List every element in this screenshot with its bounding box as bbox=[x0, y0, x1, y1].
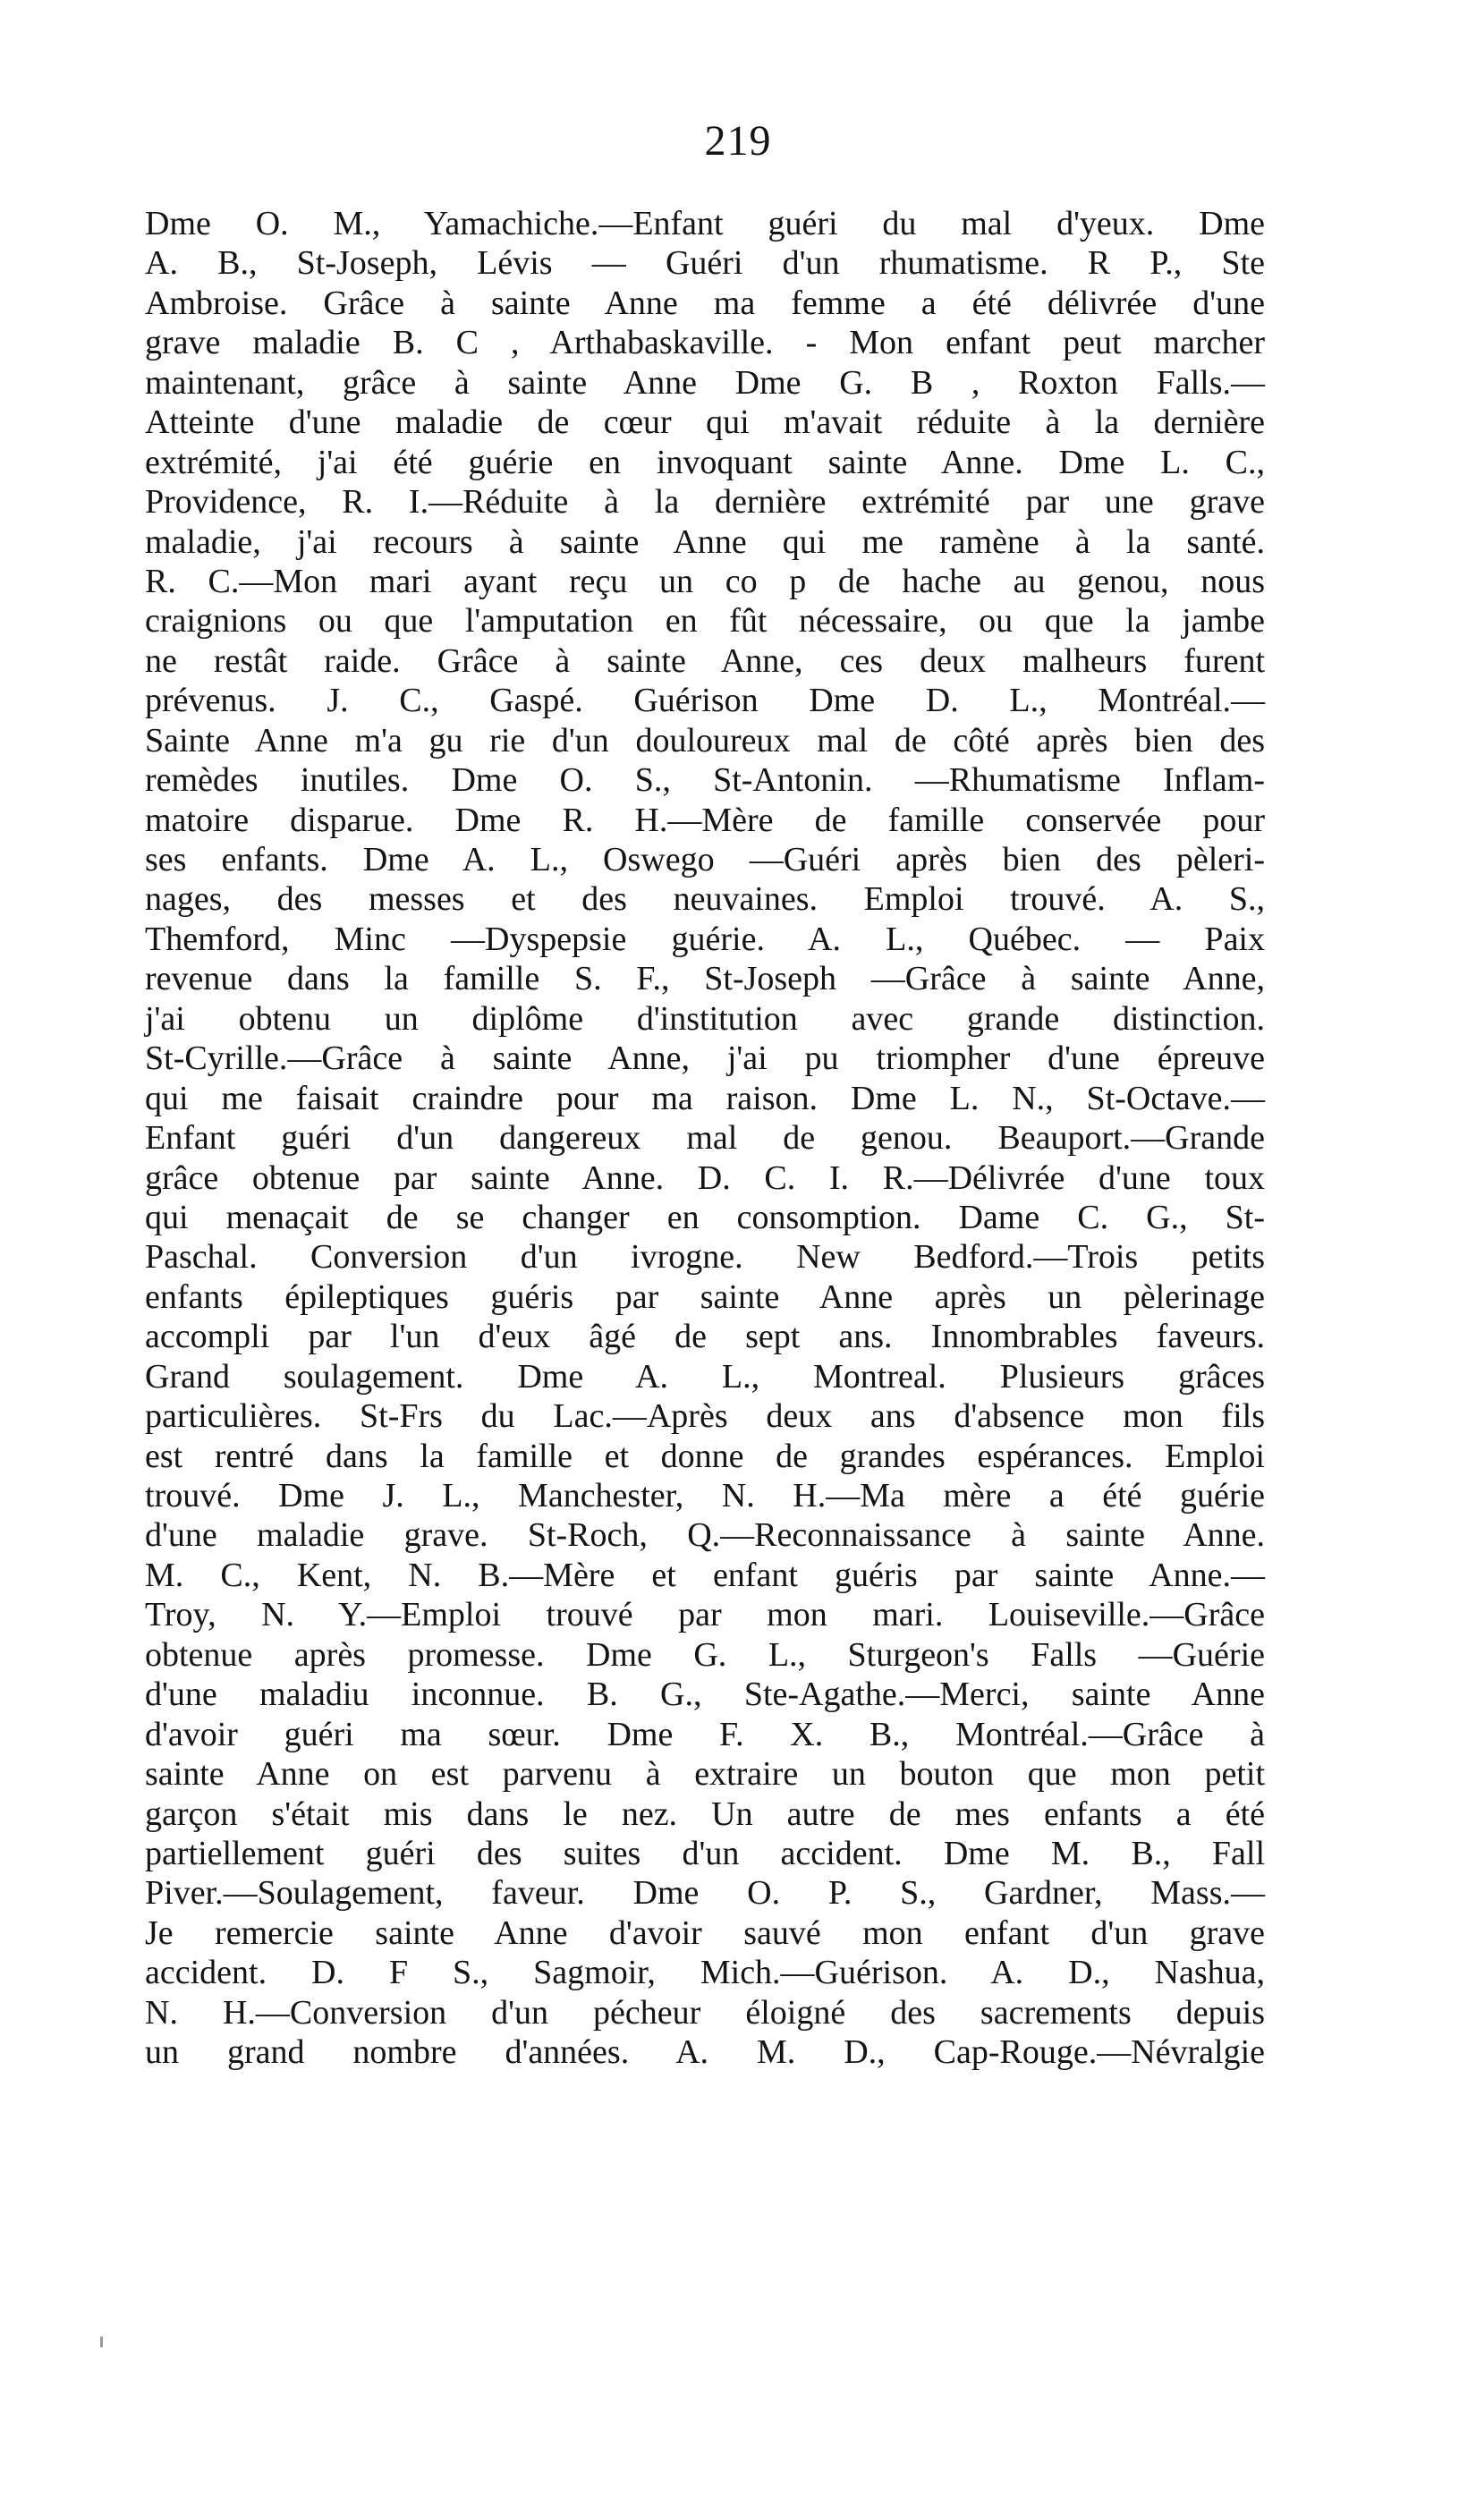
text-line: Piver.—Soulagement, faveur. Dme O. P. S., Gardner, Mass.— bbox=[145, 1874, 1265, 1913]
text-line: St-Cyrille.—Grâce à sainte Anne, j'ai pu triompher d'une épreuve bbox=[145, 1039, 1265, 1078]
text-line: maladie, j'ai recours à sainte Anne qui me ramène à la santé. bbox=[145, 522, 1265, 561]
text-line: obtenue après promesse. Dme G. L., Sturgeon's Falls —Guérie bbox=[145, 1635, 1265, 1674]
text-line: Sainte Anne m'a gu rie d'un douloureux mal de côté après bien des bbox=[145, 721, 1265, 759]
text-line: qui me faisait craindre pour ma raison. Dme L. N., St-Octave.— bbox=[145, 1079, 1265, 1117]
text-line: M. C., Kent, N. B.—Mère et enfant guéris par sainte Anne.— bbox=[145, 1556, 1265, 1594]
text-line: N. H.—Conversion d'un pécheur éloigné des sacrements depuis bbox=[145, 1993, 1265, 2032]
text-line: accompli par l'un d'eux âgé de sept ans. Innombrables faveurs. bbox=[145, 1318, 1265, 1356]
text-line: Paschal. Conversion d'un ivrogne. New Bedford.—Trois petits bbox=[145, 1238, 1265, 1277]
text-line: qui menaçait de se changer en consomption. Dame C. G., St- bbox=[145, 1198, 1265, 1236]
text-line: particulières. St-Frs du Lac.—Après deux ans d'absence mon fils bbox=[145, 1397, 1265, 1436]
text-line: Enfant guéri d'un dangereux mal de genou. Beauport.—Grande bbox=[145, 1119, 1265, 1158]
text-line: ne restât raide. Grâce à sainte Anne, ces deux malheurs furent bbox=[145, 641, 1265, 680]
text-line: grave maladie B. C , Arthabaskaville. - Mon enfant peut marcher bbox=[145, 324, 1265, 362]
body-text bbox=[145, 204, 1265, 2073]
text-line: A. B., St-Joseph, Lévis — Guéri d'un rhumatisme. R P., Ste bbox=[145, 244, 1265, 283]
text-line: revenue dans la famille S. F., St-Joseph —Grâce à sainte Anne, bbox=[145, 960, 1265, 998]
text-line: maintenant, grâce à sainte Anne Dme G. B , Roxton Falls.— bbox=[145, 363, 1265, 402]
text-line: d'une maladiu inconnue. B. G., Ste-Agathe.—Merci, sainte Anne bbox=[145, 1676, 1265, 1714]
text-line: extrémité, j'ai été guérie en invoquant sainte Anne. Dme L. C., bbox=[145, 443, 1265, 481]
text-line: Dme O. M., Yamachiche.—Enfant guéri du mal d'yeux. Dme bbox=[145, 205, 1265, 242]
text-line: accident. D. F S., Sagmoir, Mich.—Guérison. A. D., Nashua, bbox=[145, 1954, 1265, 1992]
text-line: d'avoir guéri ma sœur. Dme F. X. B., Montréal.—Grâce à bbox=[145, 1715, 1265, 1753]
text-line: craignions ou que l'amputation en fût nécessaire, ou que la jambe bbox=[145, 602, 1265, 641]
text-line: nages, des messes et des neuvaines. Emploi trouvé. A. S., bbox=[145, 880, 1265, 919]
text-line: partiellement guéri des suites d'un accident. Dme M. B., Fall bbox=[145, 1834, 1265, 1872]
text-line: ses enfants. Dme A. L., Oswego —Guéri après bien des pèleri- bbox=[145, 841, 1265, 878]
text-line: garçon s'était mis dans le nez. Un autre de mes enfants a été bbox=[145, 1795, 1265, 1833]
text-line: matoire disparue. Dme R. H.—Mère de famille conservée pour bbox=[145, 801, 1265, 839]
text-line: grâce obtenue par sainte Anne. D. C. I. R.—Délivrée d'une toux bbox=[145, 1158, 1265, 1197]
page-number: 219 bbox=[704, 117, 772, 165]
text-line: Grand soulagement. Dme A. L., Montreal. Plusieurs grâces bbox=[145, 1357, 1265, 1396]
text-line: trouvé. Dme J. L., Manchester, N. H.—Ma mère a été guérie bbox=[145, 1477, 1265, 1515]
text-line: enfants épileptiques guéris par sainte Anne après un pèlerinage bbox=[145, 1277, 1265, 1316]
text-line: un grand nombre d'années. A. M. D., Cap-Rouge.—Névralgie bbox=[145, 2033, 1265, 2072]
text-line: d'une maladie grave. St-Roch, Q.—Reconnaissance à sainte Anne. bbox=[145, 1516, 1265, 1555]
text-line: Providence, R. I.—Réduite à la dernière extrémité par une grave bbox=[145, 483, 1265, 522]
text-line: R. C.—Mon mari ayant reçu un co p de hache au genou, nous bbox=[145, 562, 1265, 600]
text-line: sainte Anne on est parvenu à extraire un bouton que mon petit bbox=[145, 1755, 1265, 1794]
text-line: remèdes inutiles. Dme O. S., St-Antonin. —Rhumatisme Inflam- bbox=[145, 761, 1265, 800]
text-line: Ambroise. Grâce à sainte Anne ma femme a été délivrée d'une bbox=[145, 284, 1265, 322]
text-line: Troy, N. Y.—Emploi trouvé par mon mari. Louiseville.—Grâce bbox=[145, 1596, 1265, 1634]
text-line: prévenus. J. C., Gaspé. Guérison Dme D. L., Montréal.— bbox=[145, 682, 1265, 720]
text-line: Je remercie sainte Anne d'avoir sauvé mon enfant d'un grave bbox=[145, 1913, 1265, 1952]
text-line: Themford, Minc —Dyspepsie guérie. A. L., Québec. — Paix bbox=[145, 920, 1265, 958]
text-line: j'ai obtenu un diplôme d'institution avec grande distinction. bbox=[145, 999, 1265, 1038]
text-line: est rentré dans la famille et donne de grandes espérances. Emploi bbox=[145, 1437, 1265, 1475]
scan-speck bbox=[100, 2337, 103, 2347]
text-line: Atteinte d'une maladie de cœur qui m'avait réduite à la dernière bbox=[145, 403, 1265, 442]
